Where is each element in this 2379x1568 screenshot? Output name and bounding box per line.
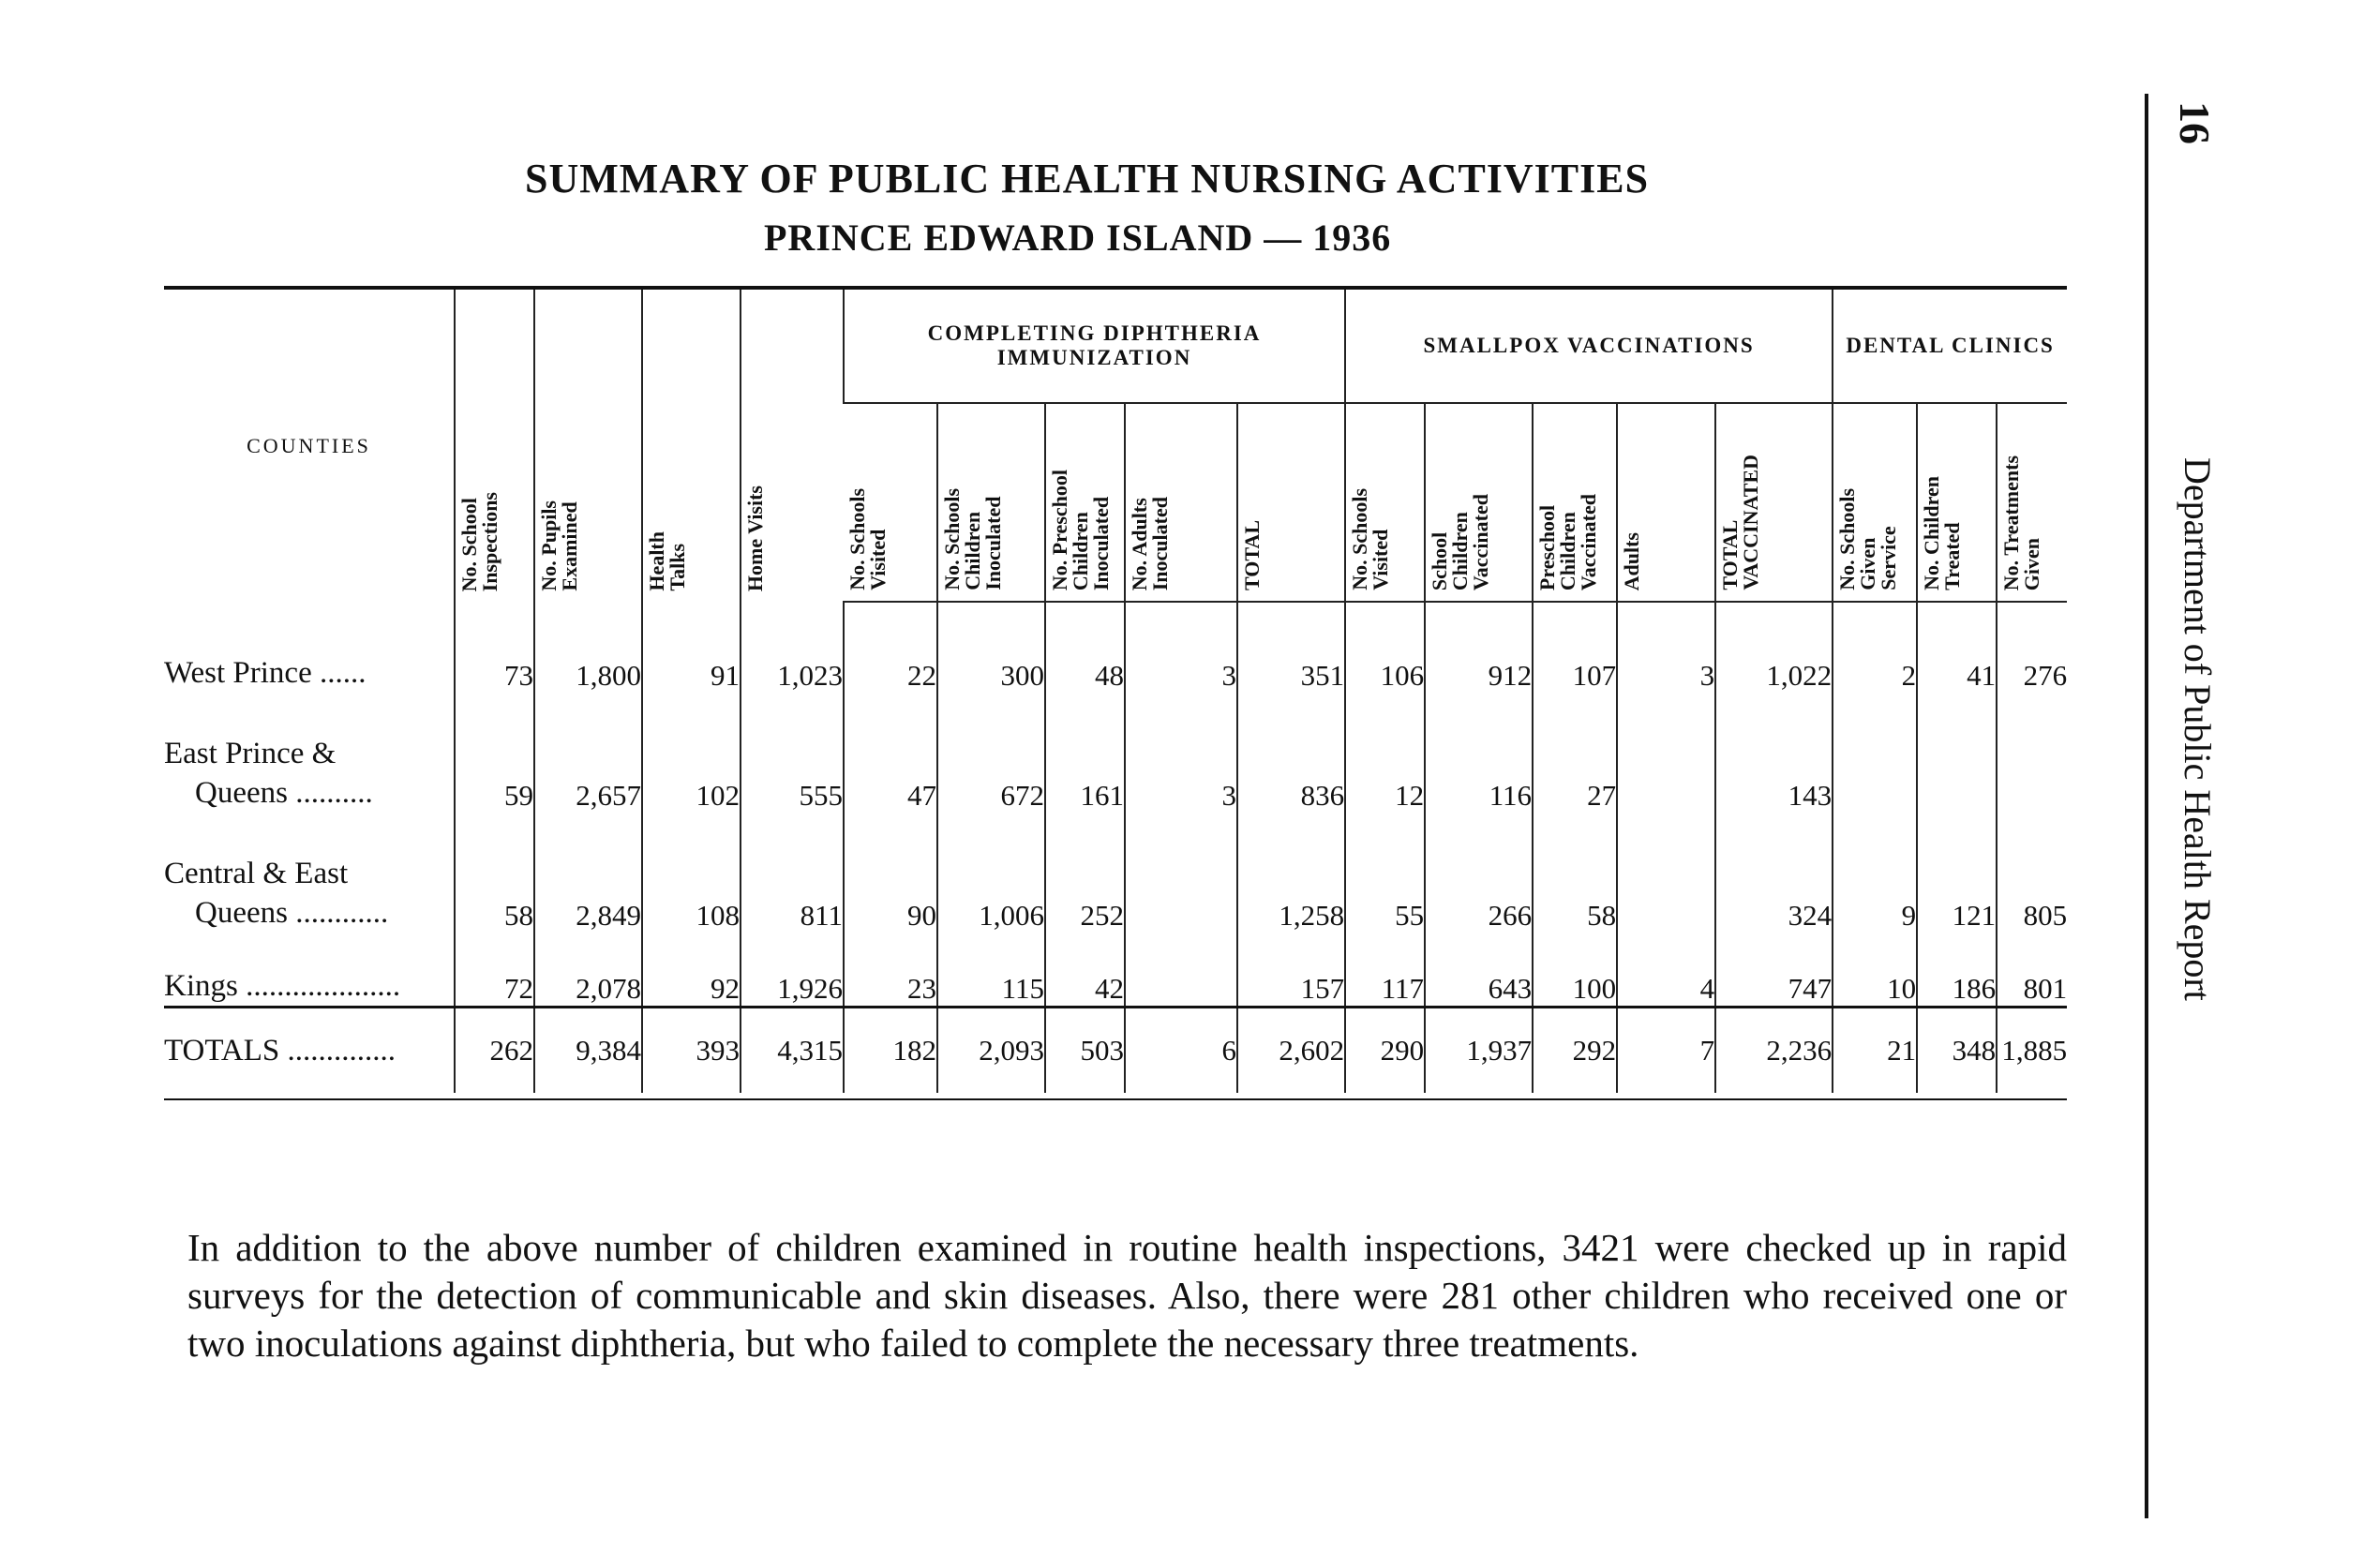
- col-header-diph-total: TOTAL: [1237, 403, 1345, 602]
- page-title: SUMMARY OF PUBLIC HEALTH NURSING ACTIVITIES: [525, 156, 1650, 202]
- table-cell: 1,926: [741, 933, 844, 1008]
- total-cell: 262: [455, 1008, 534, 1094]
- table-cell: 115: [937, 933, 1045, 1008]
- table-cell: 300: [937, 620, 1045, 693]
- summary-table-wrapper: [164, 286, 2067, 1100]
- running-head: [2173, 94, 2229, 1518]
- table-cell: 2: [1833, 620, 1917, 693]
- col-header-dental-treatments: No. Treatments Given: [1997, 403, 2067, 602]
- table-cell: [1617, 693, 1715, 813]
- table-cell: 1,022: [1715, 620, 1833, 693]
- total-cell: 2,602: [1237, 1008, 1345, 1094]
- col-header-pupils-examined: No. Pupils Examined: [534, 290, 642, 602]
- total-cell: 9,384: [534, 1008, 642, 1094]
- group-header-diphtheria: COMPLETING DIPHTHERIA IMMUNIZATION: [844, 290, 1345, 403]
- page-number: 16: [2171, 101, 2219, 144]
- table-cell: 1,258: [1237, 813, 1345, 933]
- table-cell: 643: [1425, 933, 1533, 1008]
- table-cell: 10: [1833, 933, 1917, 1008]
- table-cell: 100: [1533, 933, 1617, 1008]
- total-cell: 292: [1533, 1008, 1617, 1094]
- col-header-pox-preschool-children: Preschool Children Vaccinated: [1533, 403, 1617, 602]
- table-cell: 55: [1345, 813, 1425, 933]
- col-header-diph-preschool-children: No. Preschool Children Inoculated: [1045, 403, 1125, 602]
- table-cell: 555: [741, 693, 844, 813]
- table-cell: 47: [844, 693, 937, 813]
- col-header-dental-children: No. Children Treated: [1917, 403, 1997, 602]
- total-cell: 1,885: [1997, 1008, 2067, 1094]
- table-cell: 186: [1917, 933, 1997, 1008]
- page-subtitle: PRINCE EDWARD ISLAND — 1936: [764, 217, 1392, 259]
- totals-row: [164, 1008, 2067, 1094]
- table-cell: 73: [455, 620, 534, 693]
- col-header-health-talks: Health Talks: [642, 290, 741, 602]
- table-cell: 48: [1045, 620, 1125, 693]
- total-cell: 290: [1345, 1008, 1425, 1094]
- table-cell: [1125, 813, 1237, 933]
- table-cell: 23: [844, 933, 937, 1008]
- table-cell: [1833, 693, 1917, 813]
- table-bottom-rule: [164, 1098, 2067, 1100]
- table-cell: 4: [1617, 933, 1715, 1008]
- table-cell: 2,849: [534, 813, 642, 933]
- table-cell: 59: [455, 693, 534, 813]
- table-cell: 121: [1917, 813, 1997, 933]
- total-cell: 503: [1045, 1008, 1125, 1094]
- table-row: [164, 620, 2067, 693]
- total-cell: 182: [844, 1008, 937, 1094]
- table-cell: 92: [642, 933, 741, 1008]
- table-cell: 805: [1997, 813, 2067, 933]
- table-cell: 276: [1997, 620, 2067, 693]
- table-row: [164, 693, 2067, 813]
- table-cell: 3: [1617, 620, 1715, 693]
- col-header-pox-schools-visited: No. Schools Visited: [1345, 403, 1425, 602]
- table-cell: 143: [1715, 693, 1833, 813]
- table-cell: 324: [1715, 813, 1833, 933]
- table-cell: 102: [642, 693, 741, 813]
- table-cell: [1125, 933, 1237, 1008]
- group-header-dental: DENTAL CLINICS: [1833, 290, 2067, 403]
- table-cell: 2,078: [534, 933, 642, 1008]
- county-column-header: COUNTIES: [247, 433, 371, 457]
- table-cell: 672: [937, 693, 1045, 813]
- table-row: [164, 933, 2067, 1008]
- summary-table: [164, 290, 2067, 1093]
- table-cell: 22: [844, 620, 937, 693]
- table-cell: [1917, 693, 1997, 813]
- table-cell: 836: [1237, 693, 1345, 813]
- table-cell: 1,023: [741, 620, 844, 693]
- col-header-diph-schools-visited: No. Schools Visited: [844, 403, 937, 602]
- col-header-school-inspections: No. School Inspections: [455, 290, 534, 602]
- table-cell: 252: [1045, 813, 1125, 933]
- table-cell: 266: [1425, 813, 1533, 933]
- group-header-smallpox: SMALLPOX VACCINATIONS: [1345, 290, 1833, 403]
- note-paragraph: In addition to the above number of children examined in routine health inspections, 3421 were checked up in rapid surveys for the detection of communicable and skin diseases. Also, there were 281 other children who received one or two inoculations against diphtheria, but who failed to complete the necessary three treatments.: [187, 1226, 2067, 1365]
- table-cell: 12: [1345, 693, 1425, 813]
- col-header-diph-school-children: No. Schools Children Inoculated: [937, 403, 1045, 602]
- col-header-dental-schools: No. Schools Given Service: [1833, 403, 1917, 602]
- county-name: East Prince & Queens ..........: [164, 737, 373, 810]
- county-name: Kings ....................: [164, 969, 401, 1003]
- table-cell: 3: [1125, 693, 1237, 813]
- table-cell: 108: [642, 813, 741, 933]
- table-cell: [1617, 813, 1715, 933]
- total-cell: 4,315: [741, 1008, 844, 1094]
- table-cell: 351: [1237, 620, 1345, 693]
- table-cell: 3: [1125, 620, 1237, 693]
- table-cell: 9: [1833, 813, 1917, 933]
- table-cell: 747: [1715, 933, 1833, 1008]
- report-title: Department of Public Health Report: [2177, 457, 2219, 1001]
- table-cell: 106: [1345, 620, 1425, 693]
- total-cell: 6: [1125, 1008, 1237, 1094]
- table-cell: 1,006: [937, 813, 1045, 933]
- total-cell: 1,937: [1425, 1008, 1533, 1094]
- table-cell: 1,800: [534, 620, 642, 693]
- table-cell: 801: [1997, 933, 2067, 1008]
- table-cell: 116: [1425, 693, 1533, 813]
- county-name: West Prince ......: [164, 656, 367, 690]
- table-row: [164, 813, 2067, 933]
- total-cell: 7: [1617, 1008, 1715, 1094]
- county-name: Central & East Queens ............: [164, 857, 389, 930]
- table-cell: 107: [1533, 620, 1617, 693]
- table-cell: [1997, 693, 2067, 813]
- table-cell: 811: [741, 813, 844, 933]
- table-cell: 72: [455, 933, 534, 1008]
- table-cell: 42: [1045, 933, 1125, 1008]
- spacer-row: [164, 602, 2067, 620]
- table-cell: 58: [1533, 813, 1617, 933]
- total-cell: 348: [1917, 1008, 1997, 1094]
- table-cell: 2,657: [534, 693, 642, 813]
- total-cell: 393: [642, 1008, 741, 1094]
- col-header-pox-total: TOTAL VACCINATED: [1715, 403, 1833, 602]
- table-cell: 41: [1917, 620, 1997, 693]
- table-cell: 161: [1045, 693, 1125, 813]
- table-cell: 58: [455, 813, 534, 933]
- margin-rule: [2145, 94, 2148, 1518]
- table-cell: 117: [1345, 933, 1425, 1008]
- table-cell: 912: [1425, 620, 1533, 693]
- totals-label: TOTALS ..............: [164, 1008, 455, 1094]
- col-header-diph-adults: No. Adults Inoculated: [1125, 403, 1237, 602]
- total-cell: 2,093: [937, 1008, 1045, 1094]
- col-header-pox-adults: Adults: [1617, 403, 1715, 602]
- table-cell: 90: [844, 813, 937, 933]
- table-cell: 91: [642, 620, 741, 693]
- col-header-home-visits: Home Visits: [741, 290, 844, 602]
- total-cell: 21: [1833, 1008, 1917, 1094]
- table-cell: 157: [1237, 933, 1345, 1008]
- total-cell: 2,236: [1715, 1008, 1833, 1094]
- col-header-pox-school-children: School Children Vaccinated: [1425, 403, 1533, 602]
- table-cell: 27: [1533, 693, 1617, 813]
